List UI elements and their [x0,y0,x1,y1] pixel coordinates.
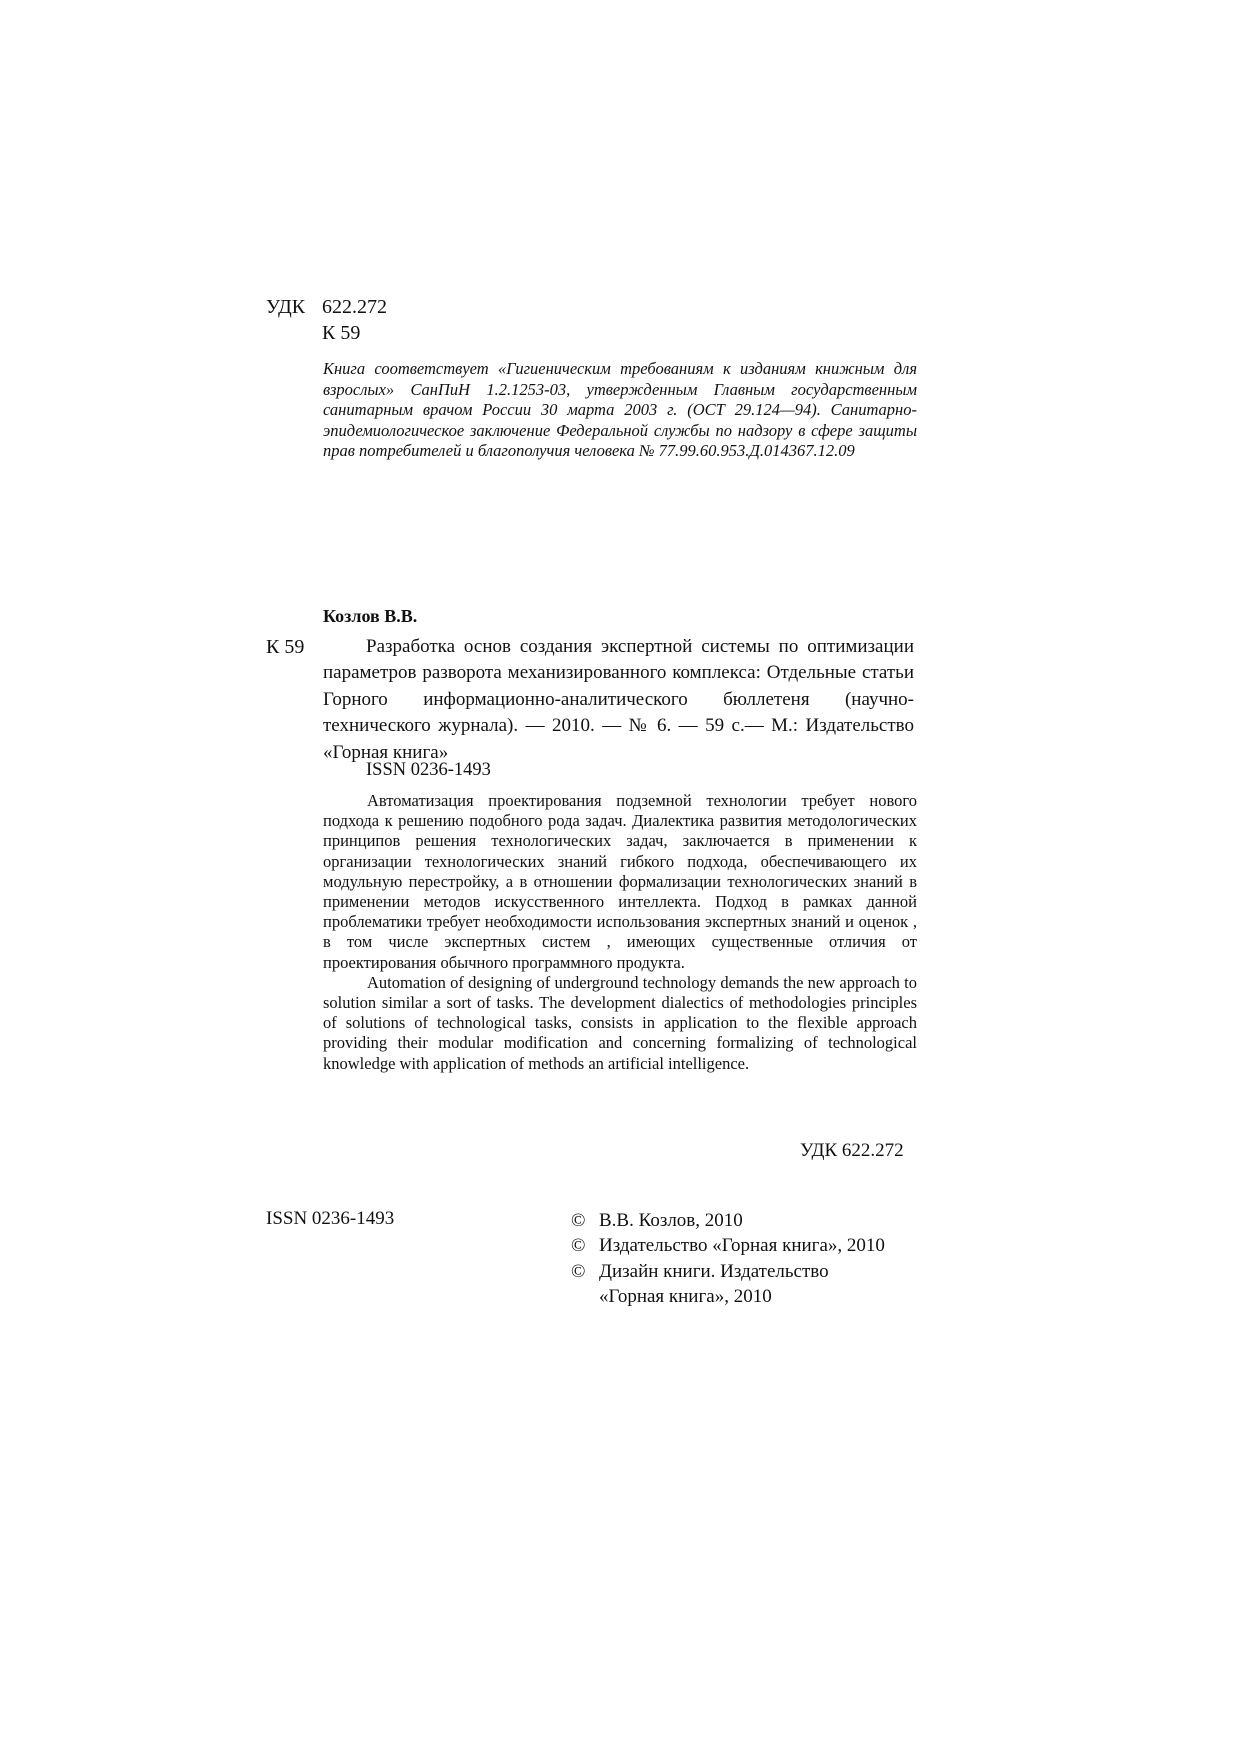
copyright-block [571,1208,885,1310]
udk-label: УДК [266,296,306,318]
copyright-publisher: Издательство «Горная книга», 2010 [599,1235,885,1257]
copyright-author: В.В. Козлов, 2010 [599,1210,743,1231]
copyright-icon: © [571,1210,586,1231]
abstract-english: Automation of designing of underground technology demands the new approach to solution similar a sort of tasks. The development dialectics of methodologies principles of solutions of technological tasks, consists in application to the flexible approach providing their modular modification and concerning formalizing of technological knowledge with application of methods an artificial intelligence. [323,972,917,1073]
author-code: К 59 [322,322,361,344]
copyright-design: Дизайн книги. Издательство [599,1260,829,1282]
abstract-russian: Автоматизация проектирования подземной технологии требует нового подхода к решению подобного рода задач. Диалектика развития методологических принципов решения технологических задач, заключается в применении к организации технологических знаний гибкого подхода, обеспечивающего их модульную перестройку, а в отношении формализации технологических знаний в применении методов искусственного интеллекта. Подход в рамках данной проблематики требует необходимости использования экспертных знаний и оценок , в том числе экспертных систем , имеющих существенные отличия от проектирования обычного программного продукта. [323,791,917,972]
copyright-line [571,1259,885,1284]
udk-right: УДК 622.272 [800,1140,904,1161]
issn-bottom: ISSN 0236-1493 [266,1208,395,1229]
udk-code: 622.272 [322,296,387,318]
copyright-icon: © [571,1235,586,1257]
biblio-text: Разработка основ создания экспертной системы по оптимизации параметров разворота механизированного комплекса: Отдельные статьи Горного информационно-аналитического бюллетеня (научно-технического журнала). — 2010. — № 6. — 59 с.— М.: Издательство «Горная книга» [323,636,914,763]
hygiene-notice: Книга соответствует «Гигиеническим требованиям к изданиям книжным для взрослых» СанПиН 1.2.1253-03, утвержденным Главным государственным санитарным врачом России 30 марта 2003 г. (ОСТ 29.124—94). Санитарно-эпидемиологическое заключение Федеральной службы по надзору в сфере защиты прав потребителей и благополучия человека № 77.99.60.953.Д.014367.12.09 [323,359,917,461]
abstract-section [323,791,917,1074]
udk-row [266,294,387,320]
catalog-code: К 59 [266,636,305,658]
author-code-row [266,320,387,346]
author-name: Козлов В.В. [323,606,418,626]
copyright-line [571,1233,885,1258]
issn-middle: ISSN 0236-1493 [366,760,491,780]
bibliographic-description [323,634,914,766]
copyright-design-cont: «Горная книга», 2010 [599,1286,772,1308]
copyright-icon: © [571,1260,586,1282]
udk-header [266,294,387,346]
copyright-line [571,1208,885,1233]
